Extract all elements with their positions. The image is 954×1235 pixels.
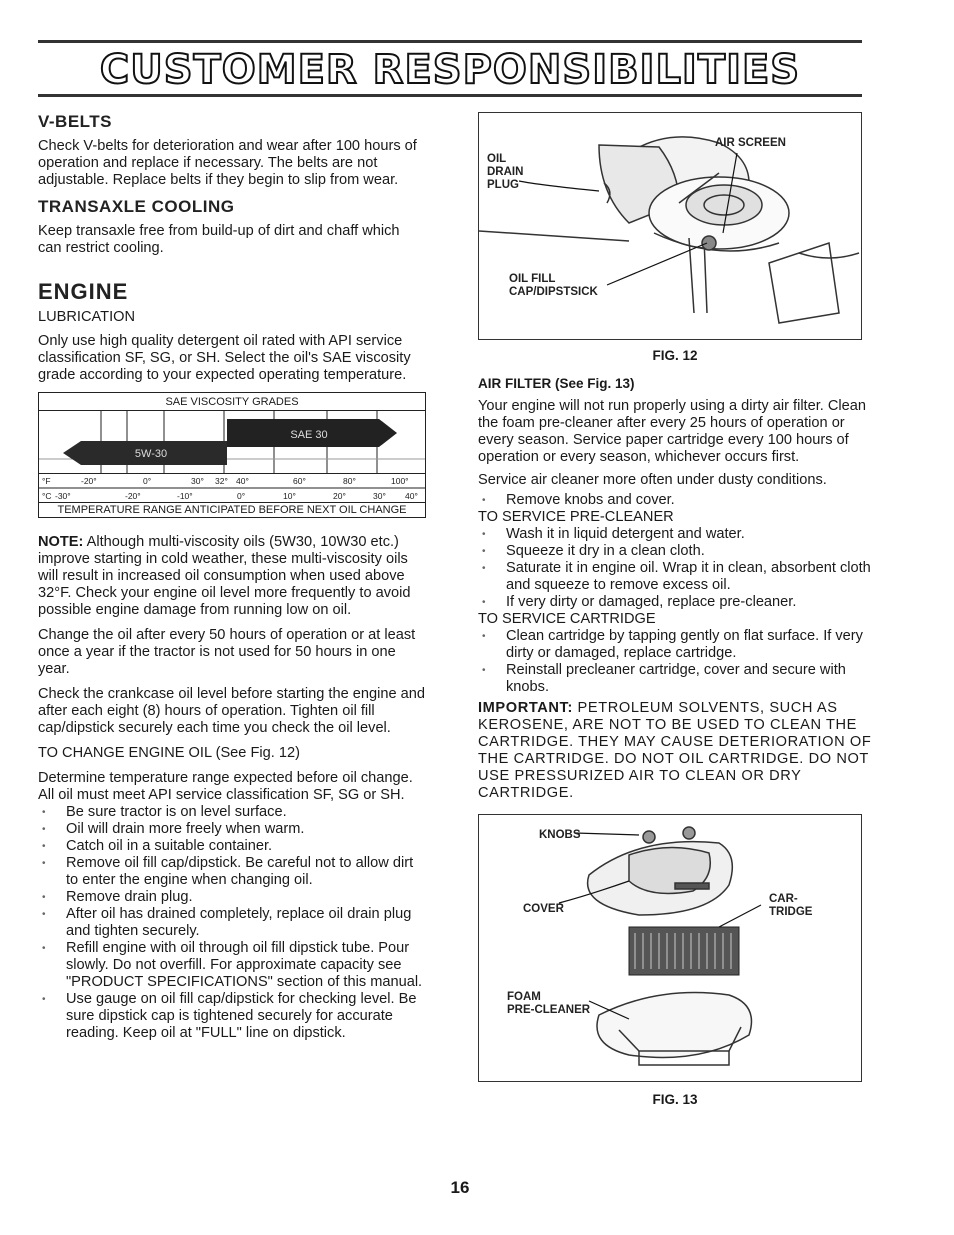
oil-change-subhead: TO CHANGE ENGINE OIL (See Fig. 12) — [38, 745, 300, 761]
c-tick: 10° — [283, 491, 296, 501]
transaxle-heading: TRANSAXLE COOLING — [38, 197, 235, 216]
transaxle-body: Keep transaxle free from build-up of dirt and chaff which can restrict cooling. — [38, 223, 400, 256]
viscosity-bars — [39, 411, 425, 473]
list-item: • Catch oil in a suitable container. — [38, 838, 426, 855]
fig13-box — [478, 814, 862, 1082]
note-label: NOTE: — [38, 534, 84, 550]
viscosity-chart — [38, 392, 426, 518]
f-tick: 32° — [215, 476, 228, 486]
fig13-label-precleaner: PRE-CLEANER — [507, 1004, 591, 1016]
engine-heading: ENGINE — [38, 279, 129, 304]
list-item: • Refill engine with oil through oil fill dipstick tube. Pour slowly. Do not overfill. For approximate capacity see "PRODUCT SPECIFICATIONS" section of this manual. — [38, 940, 426, 991]
fig13-label-car: CAR- — [769, 893, 798, 905]
c-tick: -10° — [177, 491, 193, 501]
fig12-label-oil: OIL — [487, 153, 507, 165]
list-item: • Clean cartridge by tapping gently on flat surface. If very dirty or damaged, replace cartridge. — [478, 628, 872, 662]
page-title: CUSTOMER RESPONSIBILITIES — [99, 47, 801, 93]
fig13-label-cover: COVER — [523, 903, 564, 915]
fig12-label-drain: DRAIN — [487, 166, 524, 178]
list-item: • Remove knobs and cover. — [478, 492, 872, 509]
f-tick: 40° — [236, 476, 249, 486]
c-tick: 20° — [333, 491, 346, 501]
cartridge-steps — [478, 628, 872, 696]
title-rule — [38, 94, 862, 97]
list-item: • Use gauge on oil fill cap/dipstick for checking level. Be sure dipstick cap is tightened securely for accurate reading. Keep oil at "FULL" line on dipstick. — [38, 991, 426, 1042]
list-item: • Saturate it in engine oil. Wrap it in clean, absorbent cloth and squeeze to remove excess oil. — [478, 560, 872, 594]
viscosity-chart-footer: TEMPERATURE RANGE ANTICIPATED BEFORE NEXT OIL CHANGE — [39, 502, 425, 517]
c-unit: °C — [42, 491, 52, 501]
fig12-label-air-screen: AIR SCREEN — [715, 137, 786, 149]
page-number: 16 — [450, 1178, 470, 1197]
important-body: PETROLEUM SOLVENTS, SUCH AS KEROSENE, ARE NOT TO BE USED TO CLEAN THE CARTRIDGE. THEY MAY CAUSE DETERIORATION OF THE CARTRIDGE. DO NOT OIL CARTRIDGE. DO NOT USE PRESSURIZED AIR TO CLEAN OR DRY CARTRIDGE. — [478, 700, 872, 801]
air-filter-heading: AIR FILTER (See Fig. 13) — [478, 376, 635, 391]
list-item: • If very dirty or damaged, replace pre-cleaner. — [478, 594, 872, 611]
fig13-label-foam: FOAM — [507, 991, 541, 1003]
important-label: IMPORTANT: — [478, 700, 573, 716]
vbelts-body: Check V-belts for deterioration and wear after 100 hours of operation and replace if necessary. The belts are not adjustable. Replace belts if they begin to slip from wear. — [38, 138, 417, 188]
note-paragraph — [38, 534, 426, 619]
viscosity-chart-title: SAE VISCOSITY GRADES — [39, 393, 425, 411]
viscosity-scales — [39, 473, 425, 502]
oil-check-level: Check the crankcase oil level before starting the engine and after each eight (8) hours of operation. Tighten oil fill cap/dipstick securely each time you check the oil level. — [38, 686, 425, 736]
fig12-caption: FIG. 12 — [652, 348, 698, 363]
fig12-label-plug: PLUG — [487, 179, 519, 191]
list-item: • Oil will drain more freely when warm. — [38, 821, 426, 838]
fig13-label-tridge: TRIDGE — [769, 906, 813, 918]
oil-change-interval: Change the oil after every 50 hours of operation or at least once a year if the tractor is not used for 50 hours in one year. — [38, 627, 416, 677]
top-rule — [38, 40, 862, 43]
left-column — [38, 108, 426, 1042]
fig12-label-oil-fill: OIL FILL — [509, 273, 556, 285]
f-tick: 80° — [343, 476, 356, 486]
c-tick: 30° — [373, 491, 386, 501]
f-tick: 30° — [191, 476, 204, 486]
list-item: • Be sure tractor is on level surface. — [38, 804, 426, 821]
list-item: • Reinstall precleaner cartridge, cover and secure with knobs. — [478, 662, 872, 696]
lubrication-subhead: LUBRICATION — [38, 309, 136, 325]
list-item: • Wash it in liquid detergent and water. — [478, 526, 872, 543]
c-tick: -20° — [125, 491, 141, 501]
air-filter-list-a — [478, 492, 872, 509]
cartridge-subhead: TO SERVICE CARTRIDGE — [478, 611, 656, 627]
important-paragraph — [478, 700, 872, 802]
c-tick: 0° — [237, 491, 246, 501]
engine-intro: Only use high quality detergent oil rated with API service classification SF, SG, or SH. Select the oil's SAE viscosity grade according to your expected operating temperature. — [38, 333, 411, 383]
vbelts-heading: V-BELTS — [38, 112, 113, 131]
air-filter-illustration — [479, 815, 861, 1081]
oil-change-steps — [38, 804, 426, 1042]
note-body: Although multi-viscosity oils (5W30, 10W30 etc.) improve starting in cold weather, these multi-viscosity oils will result in increased oil consumption when used above 32°F. Check your engine oil level more frequently to avoid possible engine damage from running low on oil. — [38, 534, 411, 618]
fig13-caption: FIG. 13 — [652, 1092, 698, 1107]
sae30-label: SAE 30 — [290, 429, 328, 441]
oil-determine: Determine temperature range expected before oil change. All oil must meet API service classification SF, SG or SH. — [38, 770, 413, 803]
fig12-box — [478, 112, 862, 340]
w530-label: 5W-30 — [134, 448, 168, 460]
list-item: • Remove drain plug. — [38, 889, 426, 906]
fig12-label-cap: CAP/DIPSTSICK — [509, 286, 598, 298]
precleaner-steps — [478, 526, 872, 611]
c-tick: -30° — [55, 491, 71, 501]
engine-illustration — [479, 113, 861, 339]
c-tick: 40° — [405, 491, 418, 501]
list-item: • Squeeze it dry in a clean cloth. — [478, 543, 872, 560]
air-filter-p2: Service air cleaner more often under dusty conditions. — [478, 472, 827, 488]
f-unit: °F — [42, 476, 51, 486]
fig13-label-knobs: KNOBS — [539, 829, 581, 841]
right-column — [478, 108, 872, 1107]
list-item: • After oil has drained completely, replace oil drain plug and tighten securely. — [38, 906, 426, 940]
air-filter-p1: Your engine will not run properly using a dirty air filter. Clean the foam pre-cleaner after every 25 hours of operation or every season. Service paper cartridge every 100 hours of operation or every season, whichever occurs first. — [478, 398, 867, 465]
precleaner-subhead: TO SERVICE PRE-CLEANER — [478, 509, 674, 525]
f-tick: -20° — [81, 476, 97, 486]
f-tick: 100° — [391, 476, 409, 486]
f-tick: 60° — [293, 476, 306, 486]
list-item: • Remove oil fill cap/dipstick. Be careful not to allow dirt to enter the engine when changing oil. — [38, 855, 426, 889]
f-tick: 0° — [143, 476, 152, 486]
